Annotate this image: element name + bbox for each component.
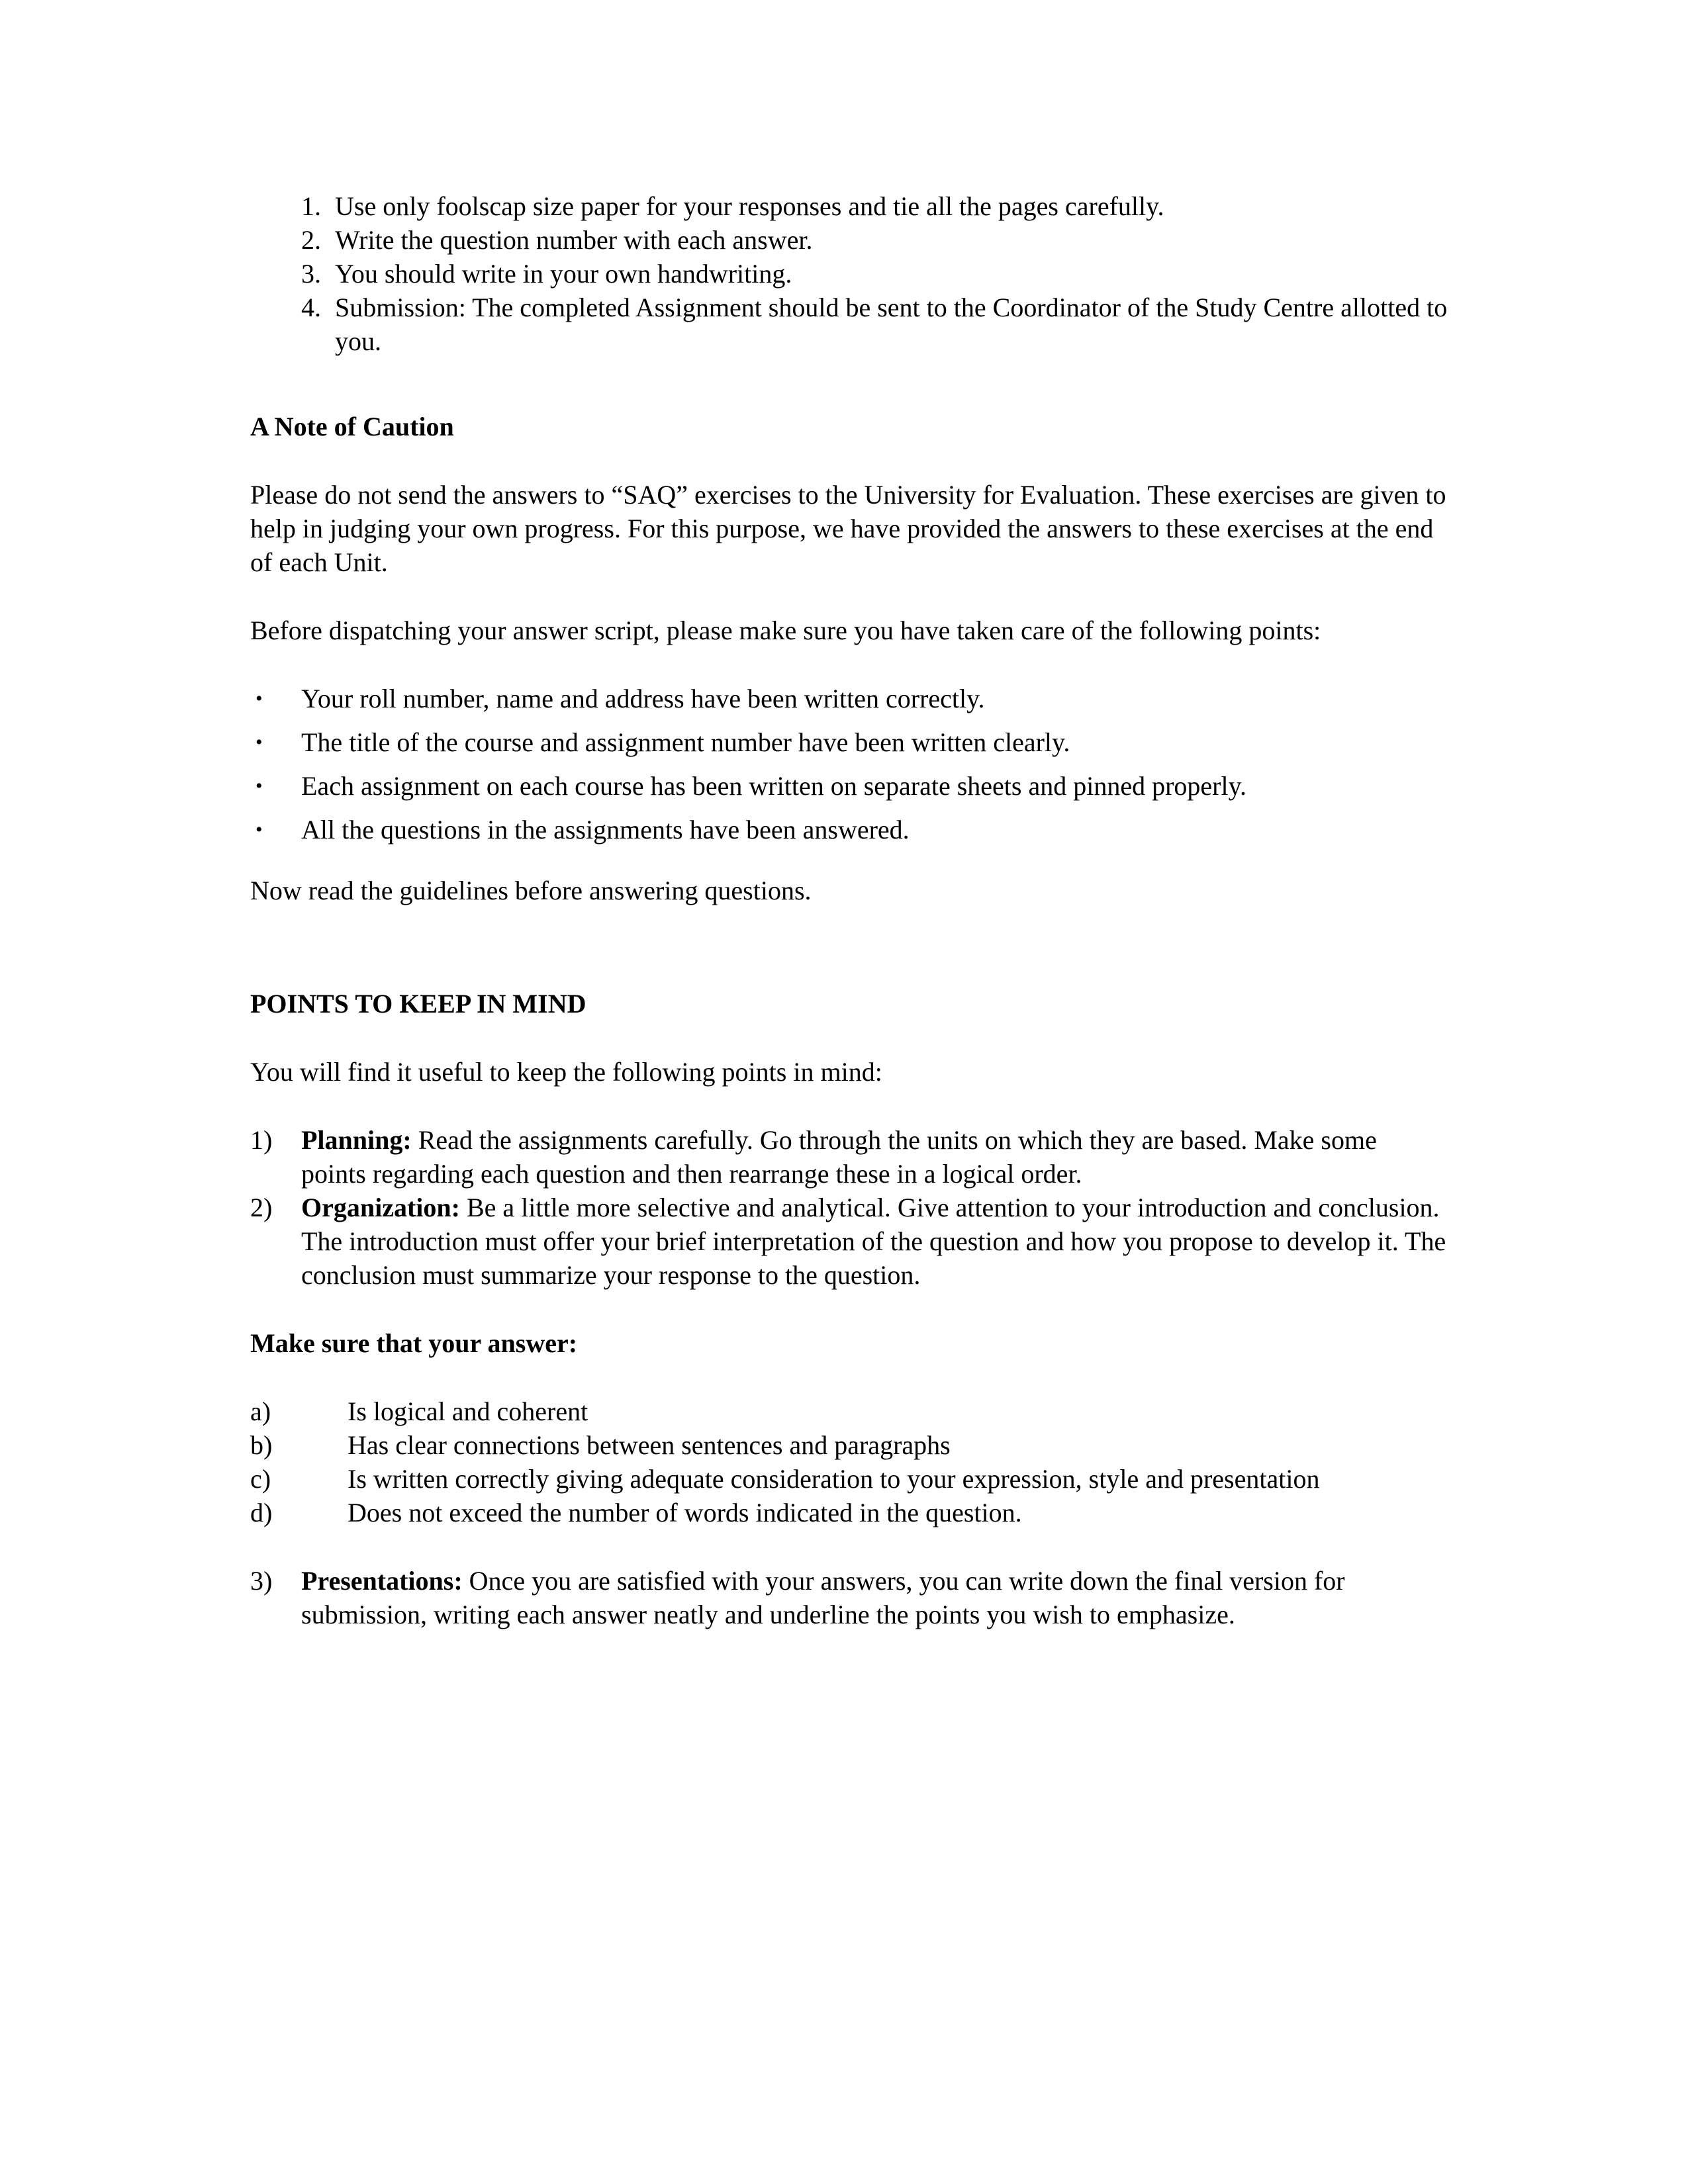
list-marker: 1.	[301, 191, 321, 221]
list-item-rest: Once you are satisfied with your answers, you can write down the final version for submission, writing each answer neatly and underline the points you wish to emphasize.	[301, 1566, 1345, 1629]
list-item	[250, 189, 1448, 223]
list-item-lead: Planning:	[301, 1125, 412, 1155]
list-item-text: Is logical and coherent	[348, 1396, 588, 1426]
list-marker: 3)	[250, 1566, 273, 1596]
list-item-text: Each assignment on each course has been written on separate sheets and pinned properly.	[301, 771, 1247, 801]
list-marker: 3.	[301, 259, 321, 289]
answer-checklist-heading: Make sure that your answer:	[250, 1328, 578, 1358]
caution-paragraph-2: Before dispatching your answer script, please make sure you have taken care of the following points:	[250, 615, 1321, 645]
list-item-text: You should write in your own handwriting.	[335, 259, 792, 289]
checklist	[250, 682, 1448, 846]
section-heading-caution: A Note of Caution	[250, 412, 454, 441]
list-item-lead: Organization:	[301, 1193, 460, 1222]
bullet-icon: •	[256, 819, 263, 841]
presentations-list	[250, 1564, 1448, 1631]
spacer	[250, 1360, 1448, 1394]
answer-checklist	[250, 1394, 1448, 1529]
list-item-text: All the questions in the assignments have been answered.	[301, 815, 910, 844]
bullet-icon: •	[256, 731, 263, 753]
document-body	[250, 189, 1448, 1631]
top-instructions-list	[250, 189, 1448, 358]
list-marker: 4.	[301, 293, 321, 322]
list-item-rest: Read the assignments carefully. Go through the units on which they are based. Make some points regarding each question and then rearrange these in a logical order.	[301, 1125, 1377, 1189]
spacer	[250, 647, 1448, 682]
list-item	[250, 1428, 1448, 1462]
list-item-text	[301, 1564, 1448, 1631]
list-item	[250, 813, 1448, 846]
list-marker: 2.	[301, 225, 321, 255]
list-item-text: Write the question number with each answer.	[335, 225, 813, 255]
list-item	[250, 1462, 1448, 1496]
list-item-lead: Presentations:	[301, 1566, 463, 1596]
list-item-text: Has clear connections between sentences and paragraphs	[348, 1430, 951, 1460]
points-list	[250, 1123, 1448, 1292]
list-item	[250, 769, 1448, 803]
spacer	[250, 1021, 1448, 1055]
list-item-text: Your roll number, name and address have been written correctly.	[301, 684, 985, 713]
list-item	[250, 223, 1448, 257]
list-item	[250, 1564, 1448, 1631]
list-item-rest: Be a little more selective and analytical. Give attention to your introduction and conclusion. The introduction must offer your brief interpretation of the question and how you propose to develop it. The conclusion must summarize your response to the question.	[301, 1193, 1446, 1290]
caution-paragraph-1: Please do not send the answers to “SAQ” exercises to the University for Evaluation. These exercises are given to help in judging your own progress. For this purpose, we have provided the answers to these exercises at the end of each Unit.	[250, 480, 1446, 577]
list-item	[250, 1191, 1448, 1292]
spacer	[250, 907, 1448, 987]
list-marker: a)	[250, 1396, 271, 1426]
list-marker: d)	[250, 1498, 273, 1527]
list-item-text: Submission: The completed Assignment should be sent to the Coordinator of the Study Centre allotted to you.	[335, 293, 1448, 356]
bullet-icon: •	[256, 775, 263, 797]
spacer	[250, 1292, 1448, 1326]
spacer	[250, 443, 1448, 478]
spacer	[250, 579, 1448, 614]
list-item	[250, 1496, 1448, 1529]
list-item	[250, 1123, 1448, 1191]
section-heading-points: POINTS TO KEEP IN MIND	[250, 989, 586, 1019]
bullet-icon: •	[256, 688, 263, 709]
list-marker: b)	[250, 1430, 273, 1460]
list-item-text	[301, 1191, 1448, 1292]
spacer	[250, 856, 1448, 874]
spacer	[250, 358, 1448, 410]
spacer	[250, 1529, 1448, 1564]
list-item-text	[301, 1123, 1448, 1191]
list-item	[250, 257, 1448, 291]
list-item	[250, 725, 1448, 759]
list-item	[250, 291, 1448, 358]
list-marker: 1)	[250, 1125, 273, 1155]
list-item-text: Is written correctly giving adequate consideration to your expression, style and presentation	[348, 1464, 1320, 1494]
list-item-text: Does not exceed the number of words indicated in the question.	[348, 1498, 1022, 1527]
points-intro: You will find it useful to keep the following points in mind:	[250, 1057, 882, 1087]
list-item-text: Use only foolscap size paper for your responses and tie all the pages carefully.	[335, 191, 1164, 221]
caution-closing-line: Now read the guidelines before answering questions.	[250, 876, 812, 905]
list-marker: 2)	[250, 1193, 273, 1222]
spacer	[250, 1089, 1448, 1123]
list-item	[250, 682, 1448, 715]
list-item	[250, 1394, 1448, 1428]
list-marker: c)	[250, 1464, 271, 1494]
list-item-text: The title of the course and assignment number have been written clearly.	[301, 727, 1070, 757]
